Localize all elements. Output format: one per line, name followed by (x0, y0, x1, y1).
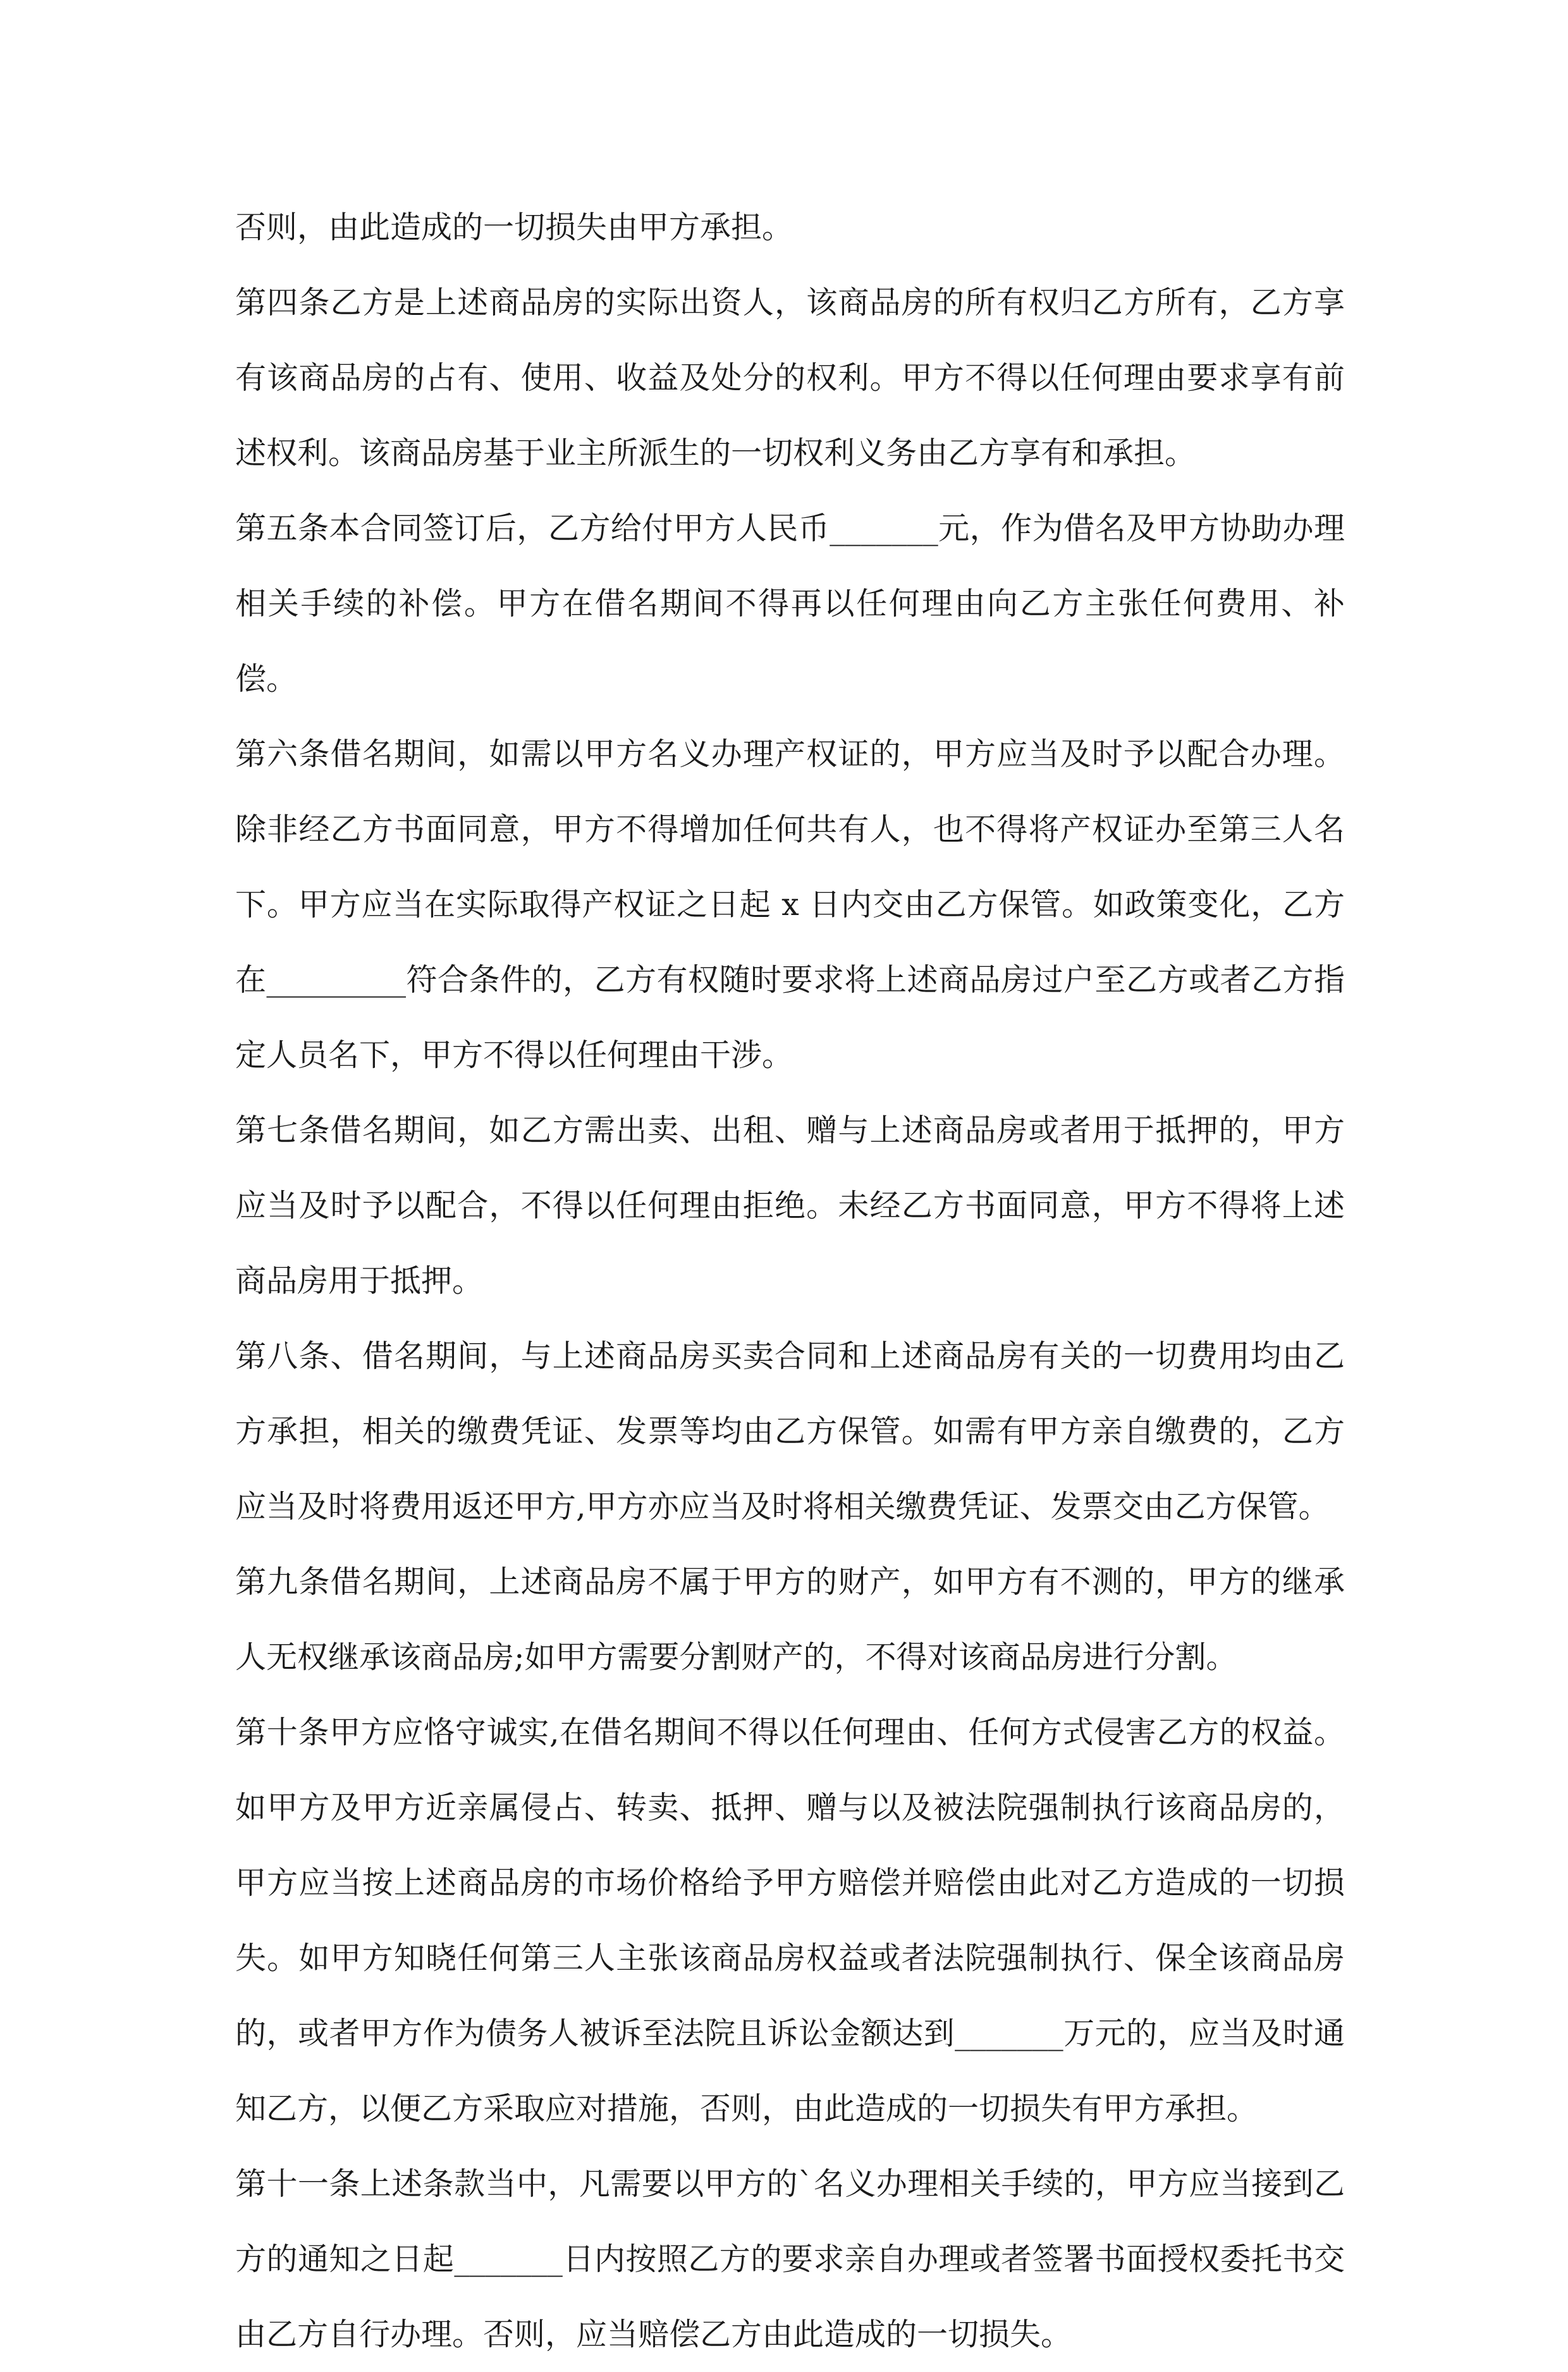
paragraph-article-11: 第十一条上述条款当中，凡需要以甲方的`名义办理相关手续的，甲方应当接到乙方的通知之日起_______日内按照乙方的要求亲自办理或者签署书面授权委托书交由乙方自行办理。否则，应当赔偿乙方由此造成的一切损失。 (235, 2166, 1345, 2352)
document-body (235, 190, 1345, 2372)
paragraph-article-6: 第六条借名期间，如需以甲方名义办理产权证的，甲方应当及时予以配合办理。除非经乙方书面同意，甲方不得增加任何共有人，也不得将产权证办至第三人名下。甲方应当在实际取得产权证之日起 x 日内交由乙方保管。如政策变化，乙方在_________符合条件的，乙方有权随时要求将上述商品房过户至乙方或者乙方指定人员名下，甲方不得以任何理由干涉。 (235, 736, 1345, 1073)
paragraph-article-4: 第四条乙方是上述商品房的实际出资人，该商品房的所有权归乙方所有，乙方享有该商品房的占有、使用、收益及处分的权利。甲方不得以任何理由要求享有前述权利。该商品房基于业主所派生的一切权利义务由乙方享有和承担。 (235, 285, 1345, 471)
paragraph-article-7: 第七条借名期间，如乙方需出卖、出租、赠与上述商品房或者用于抵押的，甲方应当及时予以配合，不得以任何理由拒绝。未经乙方书面同意，甲方不得将上述商品房用于抵押。 (235, 1112, 1345, 1299)
paragraph-article-9: 第九条借名期间，上述商品房不属于甲方的财产，如甲方有不测的，甲方的继承人无权继承该商品房;如甲方需要分割财产的，不得对该商品房进行分割。 (235, 1564, 1345, 1675)
paragraph-continuation: 否则，由此造成的一切损失由甲方承担。 (235, 209, 793, 245)
paragraph-article-5: 第五条本合同签订后，乙方给付甲方人民币_______元，作为借名及甲方协助办理相关手续的补偿。甲方在借名期间不得再以任何理由向乙方主张任何费用、补偿。 (235, 510, 1345, 697)
paragraph-article-8: 第八条、借名期间，与上述商品房买卖合同和上述商品房有关的一切费用均由乙方承担，相关的缴费凭证、发票等均由乙方保管。如需有甲方亲自缴费的，乙方应当及时将费用返还甲方,甲方亦应当及时将相关缴费凭证、发票交由乙方保管。 (235, 1338, 1345, 1525)
paragraph-article-10: 第十条甲方应恪守诚实,在借名期间不得以任何理由、任何方式侵害乙方的权益。如甲方及甲方近亲属侵占、转卖、抵押、赠与以及被法院强制执行该商品房的，甲方应当按上述商品房的市场价格给予甲方赔偿并赔偿由此对乙方造成的一切损失。如甲方知晓任何第三人主张该商品房权益或者法院强制执行、保全该商品房的，或者甲方作为债务人被诉至法院且诉讼金额达到_______万元的，应当及时通知乙方，以便乙方采取应对措施，否则，由此造成的一切损失有甲方承担。 (235, 1714, 1345, 2127)
